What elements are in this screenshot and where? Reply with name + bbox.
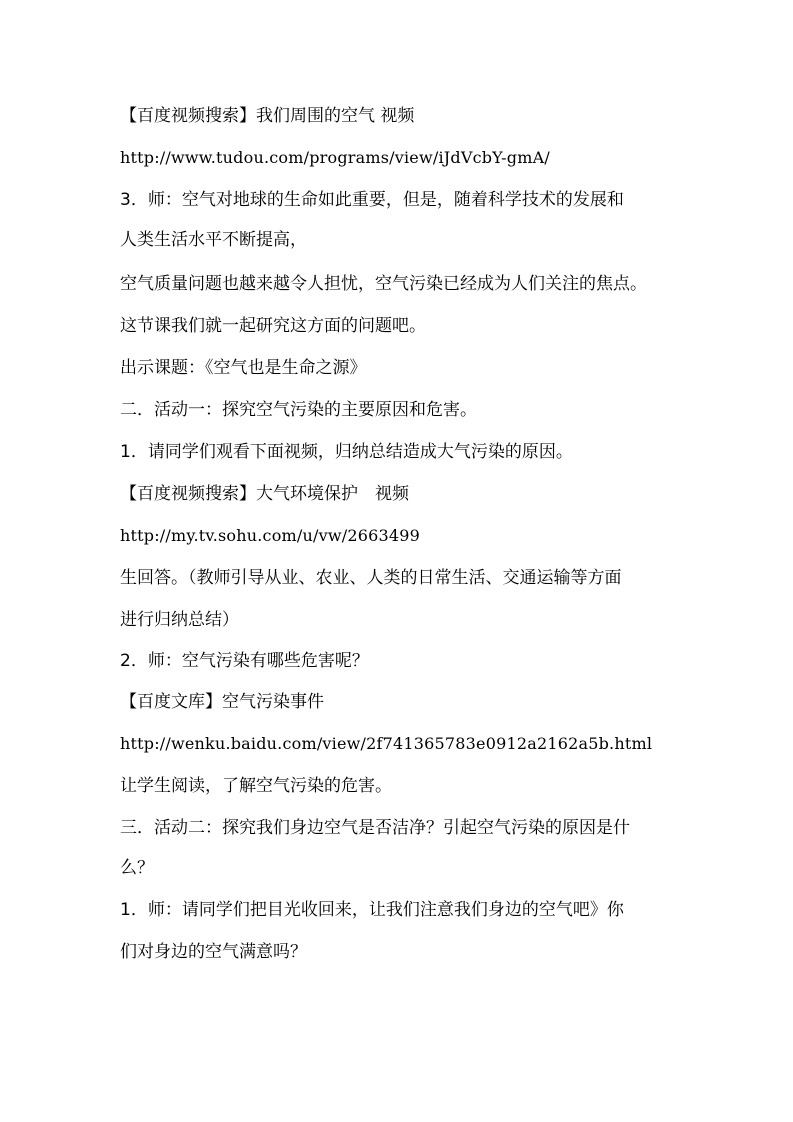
video-search-heading-1: 【百度视频搜索】我们周围的空气 视频	[120, 106, 415, 126]
activity-1-item-1: 1．请同学们观看下面视频，归纳总结造成大气污染的原因。	[120, 442, 573, 462]
link-wenku[interactable]: http://wenku.baidu.com/view/2f741365783e0912a2162a5b.html	[120, 734, 653, 753]
paragraph-3-line-3: 空气质量问题也越来越令人担忧，空气污染已经成为人们关注的焦点。	[120, 274, 647, 294]
activity-2-item-1-line-1: 1．师：请同学们把目光收回来，让我们注意我们身边的空气吧》你	[120, 900, 624, 920]
paragraph-3-line-4: 这节课我们就一起研究这方面的问题吧。	[120, 316, 426, 336]
activity-1-heading: 二．活动一：探究空气污染的主要原因和危害。	[120, 400, 477, 420]
reading-instruction: 让学生阅读，了解空气污染的危害。	[120, 776, 392, 796]
lesson-title-line: 出示课题：《空气也是生命之源》	[120, 358, 367, 378]
wenku-heading: 【百度文库】空气污染事件	[120, 692, 324, 712]
activity-1-item-2: 2．师：空气污染有哪些危害呢？	[120, 651, 369, 671]
activity-2-heading-line-1: 三．活动二：探究我们身边空气是否洁净？引起空气污染的原因是什	[120, 818, 630, 838]
paragraph-3-line-2: 人类生活水平不断提高，	[120, 230, 307, 250]
activity-2-item-1-line-2: 们对身边的空气满意吗？	[120, 942, 307, 962]
link-tudou[interactable]: http://www.tudou.com/programs/view/iJdVcbY-gmA/	[120, 148, 550, 167]
link-sohu[interactable]: http://my.tv.sohu.com/u/vw/2663499	[120, 526, 420, 545]
video-search-heading-2: 【百度视频搜索】大气环境保护 视频	[120, 484, 409, 504]
student-answer-line-2: 进行归纳总结）	[120, 610, 239, 630]
activity-2-heading-line-2: 么？	[120, 858, 154, 878]
student-answer-line-1: 生回答。（教师引导从业、农业、人类的日常生活、交通运输等方面	[120, 568, 622, 588]
paragraph-3-line-1: 3．师：空气对地球的生命如此重要，但是，随着科学技术的发展和	[120, 190, 624, 210]
